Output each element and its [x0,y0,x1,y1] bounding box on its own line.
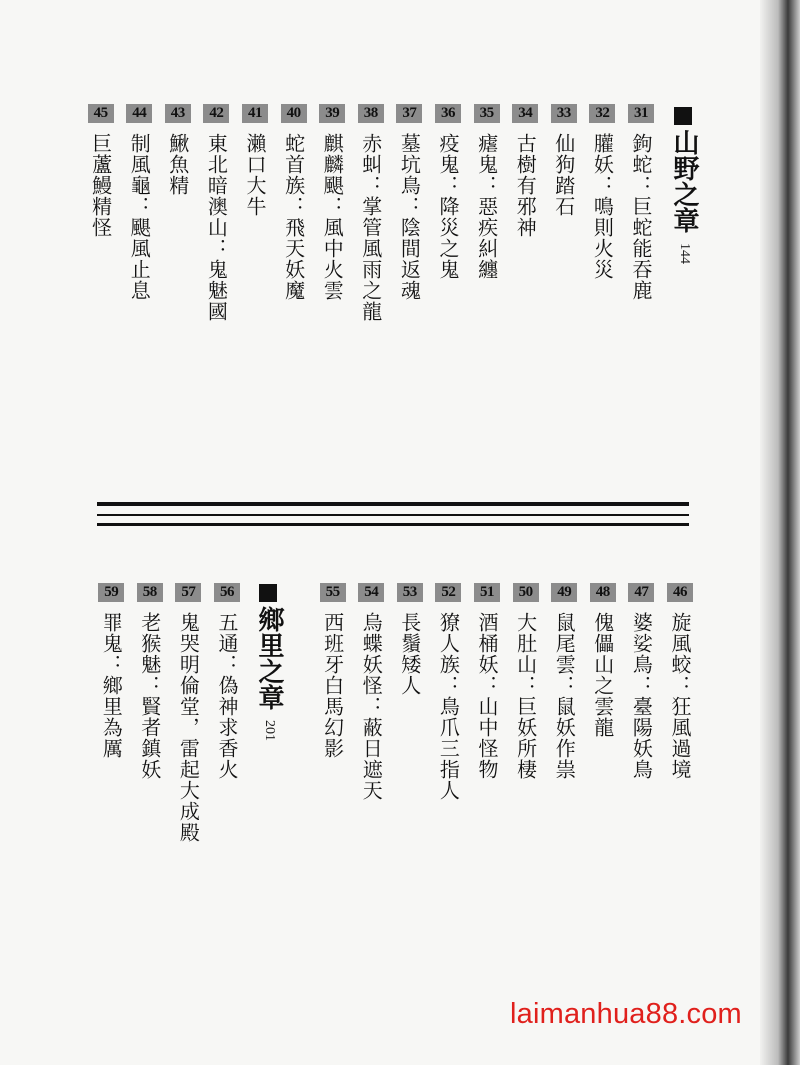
toc-entry [320,583,346,759]
entry-title: 鰍魚精 [165,133,190,196]
entry-title: 鬼哭明倫堂，雷起大成殿 [176,612,201,843]
entry-number-badge: 35 [474,104,500,123]
entry-number-badge: 40 [281,104,307,123]
entry-number-badge: 55 [320,583,346,602]
toc-entry [397,583,423,696]
entry-number-badge: 48 [590,583,616,602]
entry-number-badge: 38 [358,104,384,123]
toc-entry [590,583,616,738]
toc-entry [137,583,163,780]
entry-number-badge: 56 [214,583,240,602]
entry-number-badge: 44 [126,104,152,123]
entry-number-badge: 39 [319,104,345,123]
entry-title: 大肚山：巨妖所棲 [513,612,538,780]
entry-number-badge: 41 [242,104,268,123]
entry-title: 老猴魅：賢者鎮妖 [137,612,162,780]
divider-rule-middle [97,514,689,516]
watermark-text: laimanhua88.com [510,998,742,1030]
toc-entry [628,104,654,301]
entry-number-badge: 52 [435,583,461,602]
toc-entry [98,583,124,759]
toc-entry [214,583,240,780]
toc-entry [551,104,577,217]
toc-entry [126,104,152,301]
toc-entry [628,583,654,780]
toc-entry [551,583,577,780]
entry-title: 東北暗澳山：鬼魅國 [204,133,229,322]
toc-entry [88,104,114,238]
entry-number-badge: 47 [628,583,654,602]
entry-title: 瀨口大牛 [243,133,267,217]
entry-title: 五通：偽神求香火 [215,612,239,780]
chapter-heading-mountains [669,107,705,264]
entry-title: 傀儡山之雲龍 [590,612,615,738]
toc-entry [667,583,693,780]
entry-number-badge: 33 [551,104,577,123]
entry-number-badge: 51 [474,583,500,602]
book-spine-shadow [760,0,800,1065]
toc-entry [319,104,345,301]
entry-title: 獠人族：鳥爪三指人 [436,612,461,801]
chapter-page-number: 144 [677,243,692,264]
entry-number-badge: 36 [435,104,461,123]
toc-entry [165,104,191,196]
entry-number-badge: 58 [137,583,163,602]
chapter-title: 鄉里之章 [254,606,284,710]
entry-number-badge: 42 [203,104,229,123]
entry-title: 麒麟颶：風中火雲 [320,133,345,301]
chapter-heading-villages [254,584,290,741]
entry-title: 旋風蛟：狂風過境 [668,612,692,780]
entry-title: 長鬚矮人 [397,612,422,696]
entry-number-badge: 43 [165,104,191,123]
entry-number-badge: 46 [667,583,693,602]
entry-number-badge: 50 [513,583,539,602]
entry-number-badge: 31 [628,104,654,123]
toc-entry [435,583,461,801]
entry-title: 烏蝶妖怪：蔽日遮天 [359,612,384,801]
toc-entry [203,104,229,322]
toc-entry [175,583,201,843]
entry-number-badge: 32 [589,104,615,123]
entry-number-badge: 57 [175,583,201,602]
chapter-page-number: 201 [262,720,277,741]
toc-entry [435,104,461,280]
divider-rule-bottom [97,523,689,526]
chapter-title: 山野之章 [669,129,699,233]
entry-title: 巨蘆鰻精怪 [88,133,113,238]
entry-title: 酒桶妖：山中怪物 [475,612,499,780]
toc-entry [358,104,384,322]
toc-entry [281,104,307,301]
divider-rule-top [97,502,689,506]
toc-entry [358,583,384,801]
entry-title: 墓坑鳥：陰間返魂 [397,133,422,301]
toc-entry [242,104,268,217]
entry-number-badge: 49 [551,583,577,602]
entry-number-badge: 59 [98,583,124,602]
entry-number-badge: 54 [358,583,384,602]
chapter-marker-square [674,107,692,125]
toc-entry [474,104,500,280]
entry-title: 瘧鬼：惡疾糾纏 [474,133,499,280]
entry-number-badge: 37 [396,104,422,123]
entry-title: 鉤蛇：巨蛇能吞鹿 [629,133,653,301]
entry-title: 䑏妖：鳴則火災 [590,133,615,280]
chapter-marker-square [259,584,277,602]
entry-number-badge: 34 [512,104,538,123]
toc-entry [474,583,500,780]
entry-number-badge: 45 [88,104,114,123]
entry-title: 罪鬼：鄉里為厲 [99,612,124,759]
toc-entry [396,104,422,301]
entry-title: 疫鬼：降災之鬼 [436,133,460,280]
entry-number-badge: 53 [397,583,423,602]
toc-entry [513,583,539,780]
toc-entry [589,104,615,280]
entry-title: 鼠尾雲：鼠妖作祟 [552,612,577,780]
toc-entry [512,104,538,238]
entry-title: 仙狗踏石 [551,133,576,217]
entry-title: 西班牙白馬幻影 [320,612,345,759]
entry-title: 古樹有邪神 [513,133,538,238]
entry-title: 赤虯：掌管風雨之龍 [358,133,383,322]
entry-title: 婆娑鳥：臺陽妖鳥 [629,612,654,780]
entry-title: 蛇首族：飛天妖魔 [281,133,306,301]
entry-title: 制風龜：颶風止息 [127,133,152,301]
